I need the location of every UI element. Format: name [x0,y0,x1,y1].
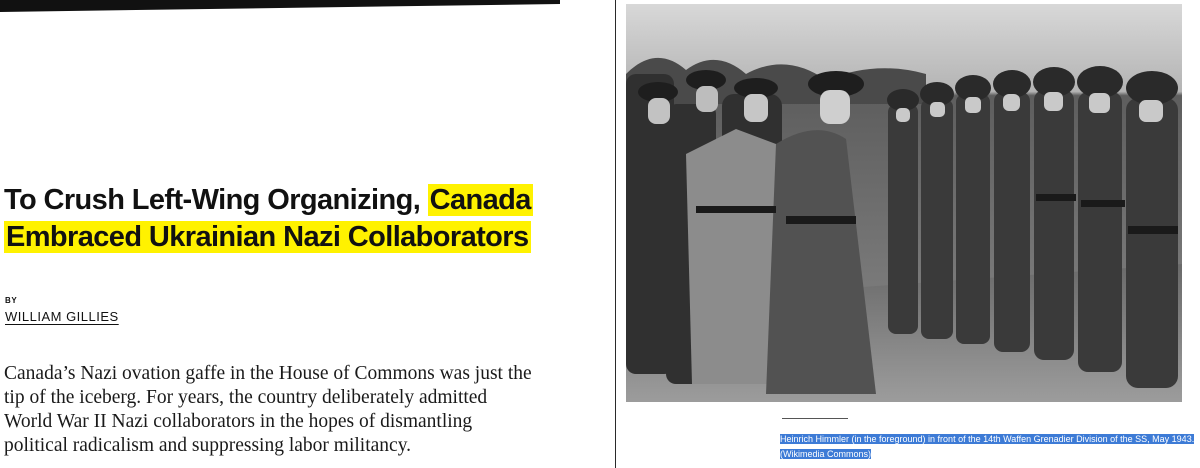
article-headline [4,182,584,256]
caption-rule [782,418,848,419]
article-dek: Canada’s Nazi ovation gaffe in the House of Commons was just the tip of the iceberg. For years, the country deliberately admitted World War II Nazi collaborators in the hopes of dismantling political radicalism and suppressing labor militancy. [4,363,532,456]
headline-plain: To Crush Left-Wing Organizing, [4,184,428,216]
caption-text: Heinrich Himmler (in the foreground) in front of the 14th Waffen Grenadier Division of the SS, May 1943. [780,434,1195,444]
column-divider [615,0,616,468]
archival-photo [626,4,1182,402]
headline-highlight-2: Embraced Ukrainian Nazi Collaborators [6,221,529,253]
caption-credit: (Wikimedia Commons) [780,448,872,459]
byline-label: BY [5,296,18,305]
author-link[interactable]: WILLIAM GILLIES [5,309,119,324]
headline-highlight-1: Canada [429,184,531,216]
photo-caption [780,432,1200,461]
